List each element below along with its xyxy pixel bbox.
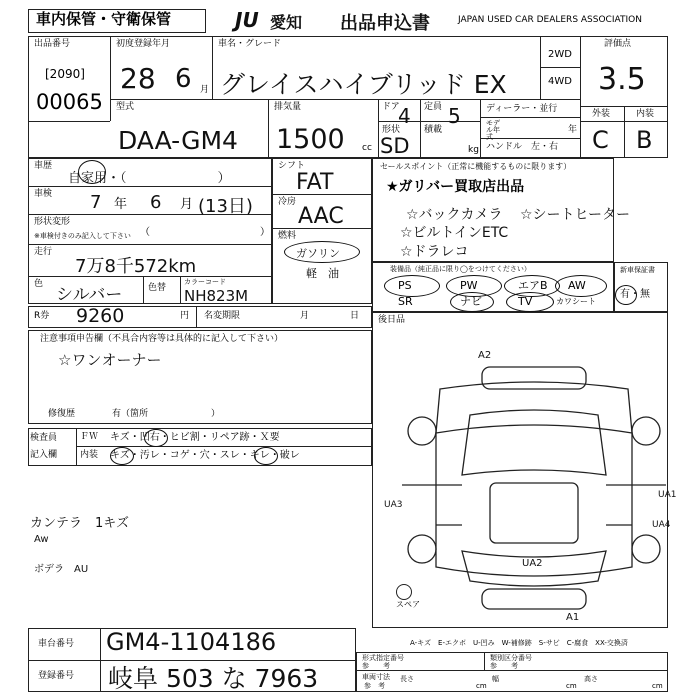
car-diagram [400,345,671,625]
body-value: SD [380,134,410,158]
equip-aw-circle [555,275,607,297]
drive-4wd: 4WD [548,76,572,87]
inspection-month: 6 [150,192,162,213]
first-reg-month-unit: 月 [200,85,210,95]
equip-navi-circle [450,292,494,312]
inspector-row1: キズ・凹右・ヒビ割・リペア跡・Ｘ要 [110,432,280,443]
model-label: 車名・グレード [218,39,282,49]
chassis-label: 車台番号 [38,639,75,649]
ju-logo: JU [235,8,259,32]
inspector-row2: キズ・汚レ・コゲ・穴・スレ・キレ・破レ [110,450,300,461]
cooling-label: 冷房 [278,197,297,207]
sales-point-2: ☆シートヒーター [520,207,630,223]
diagram-mark-bottom-center: UA2 [522,558,543,569]
sales-point-3: ☆ビルトインETC [400,225,509,241]
color-code-value: NH823M [184,287,249,305]
category-ref-label: 類別区分番号 [490,654,532,662]
category-ref-sub: 参 考 [490,662,518,670]
plate-label: 登録番号 [38,671,75,681]
displacement-unit: cc [362,143,372,153]
equip-tv: TV [518,295,533,308]
model-year-unit: 年 [568,125,578,135]
later-attach-label: 後日品 [378,315,406,325]
size-length: 長さ [400,675,414,683]
color-swap-label: 色替 [148,283,167,293]
warranty-value: 有・無 [620,289,650,300]
handle-label: ハンドル 左・右 [486,142,559,152]
inspector-row1-head: ＦＷ [80,432,99,442]
recycle-amount: 9260 [76,305,125,327]
shape-change-label: 形状変形 [34,217,71,227]
dealer-label: ディーラー・並行 [486,104,558,114]
color-value: シルバー [56,285,123,305]
size-length-cm: cm [476,682,487,690]
shift-value: FAT [296,170,334,195]
chassis-value: GM4-1104186 [106,628,277,656]
shift-label: シフト [278,161,306,171]
grade-label: 評価点 [604,39,632,49]
inspection-month-unit: 月 [180,197,194,212]
equip-ps-circle [384,275,440,297]
fuel-value-2: 軽 油 [306,267,339,280]
hand-note-3: ボデラ AU [34,564,89,575]
name-change-day: 日 [350,311,360,321]
history-label: 車歴 [34,161,53,171]
history-circle [78,160,106,184]
equip-seat: カワシート [556,297,596,306]
size-ref: 参 考 [364,682,385,690]
size-width-cm: cm [566,682,577,690]
lot-number: 00065 [36,90,103,114]
repair-value: 有（箇所 ） [112,409,221,419]
diagram-mark-left: UA3 [384,500,403,510]
diagram-mark-top: A2 [478,350,492,361]
inspection-year: 7 [90,192,102,213]
warranty-circle [615,285,637,305]
hand-note-2: Aw [34,534,49,545]
fuel-value-1: ガソリン [296,247,340,260]
exterior-label: 外装 [592,109,611,119]
cooling-value: AAC [298,204,344,229]
lot-code: [2090] [45,67,85,81]
name-change-month: 月 [300,311,310,321]
exterior-grade: C [592,126,609,154]
name-change-label: 名変期限 [204,311,241,321]
spare-label: スペア [396,600,420,609]
model-year-label: モデル年式 [486,119,500,141]
recycle-unit: 円 [180,311,190,321]
size-width: 幅 [492,675,499,683]
equip-ps: PS [398,279,412,292]
sales-point-4: ☆ドラレコ [400,244,469,260]
inspector-label-2: 記入欄 [30,450,58,460]
type-ref-label: 形式指定番号 [362,654,404,662]
equip-airbag: エアB [518,279,548,292]
interior-label: 内装 [636,109,655,119]
size-height-cm: cm [652,682,663,690]
load-unit: kg [468,145,479,155]
notes-label: 注意事項申告欄（不具合内容等は具体的に記入して下さい） [40,334,284,344]
inspection-year-unit: 年 [114,197,128,212]
lot-label: 出品番号 [34,39,71,49]
doors-label: ドア [382,102,400,112]
sales-point-1: ☆バックカメラ [406,207,503,223]
equip-sr: SR [398,295,413,308]
first-reg-year: 28 [120,62,156,95]
diagram-mark-right-1: UA1 [658,490,677,500]
notes-content: ☆ワンオーナー [58,351,162,369]
color-label: 色 [34,279,44,289]
drive-2wd: 2WD [548,49,572,60]
inspector-circle-3 [254,447,278,465]
size-label: 車両寸法 [362,673,390,681]
first-reg-label: 初度登録年月 [116,39,171,49]
shape-change-paren: （ ） [140,227,270,238]
model-name: グレイスハイブリッド EX [220,70,507,99]
displacement-value: 1500 [276,124,345,155]
history-options: 自家用・（ ） [68,171,231,186]
form-title: 出品申込書 [340,13,430,34]
equip-navi: ナビ [460,295,482,308]
equip-tv-circle [506,292,554,312]
equip-pw: PW [460,279,478,292]
spare-circle [396,584,412,600]
size-height: 高さ [584,675,598,683]
load-label: 積載 [424,125,443,135]
sales-points-banner: ★ガリバー買取店出品 [386,179,525,195]
doors-value: 4 [398,104,411,128]
color-code-label: カラーコード [184,278,226,286]
plate-value: 岐阜 503 な 7963 [108,664,319,693]
hand-note-1: カンテラ 1キズ [30,516,130,531]
shape-change-note: ※車検付きのみ記入して下さい [34,232,131,240]
capacity-value: 5 [448,104,461,128]
body-label: 形状 [382,125,401,135]
equipment-label: 装備品（純正品に限り◯をつけてください） [390,265,531,273]
recycle-label: R券 [34,311,50,321]
capacity-label: 定員 [424,102,443,112]
mileage-label: 走行 [34,247,53,257]
mileage-value: 7万8千572km [75,256,197,277]
inspection-label: 車検 [34,189,53,199]
type-value: DAA-GM4 [118,126,238,155]
first-reg-month: 6 [175,64,192,94]
fuel-label: 燃料 [278,231,297,241]
org-name: 愛知 [270,13,303,32]
damage-legend: A-キズ E-エクボ U-凹み W-補修跡 S-サビ C-腐食 XX-交換済 [410,639,628,647]
inspector-circle-1 [144,429,168,447]
diagram-mark-bottom: A1 [566,612,580,623]
org-english: JAPAN USED CAR DEALERS ASSOCIATION [458,15,642,25]
type-ref-sub: 参 考 [362,662,390,670]
sales-points-label: セールスポイント（正常に機能するものに限ります） [380,162,572,171]
storage-label: 車内保管・守衛保管 [36,10,172,28]
inspector-label-1: 検査員 [30,433,58,443]
inspector-circle-2 [110,447,134,465]
type-label: 型式 [116,102,135,112]
diagram-mark-right-2: UA4 [652,520,671,530]
inspector-row2-head: 内装 [80,450,99,460]
interior-grade: B [636,126,653,154]
inspection-day: (13日) [198,196,253,217]
equip-aw: AW [568,279,586,292]
repair-label: 修復歴 [48,409,76,419]
grade-score: 3.5 [598,62,646,97]
displacement-label: 排気量 [274,102,302,112]
warranty-label: 新車保証書 [620,266,655,274]
